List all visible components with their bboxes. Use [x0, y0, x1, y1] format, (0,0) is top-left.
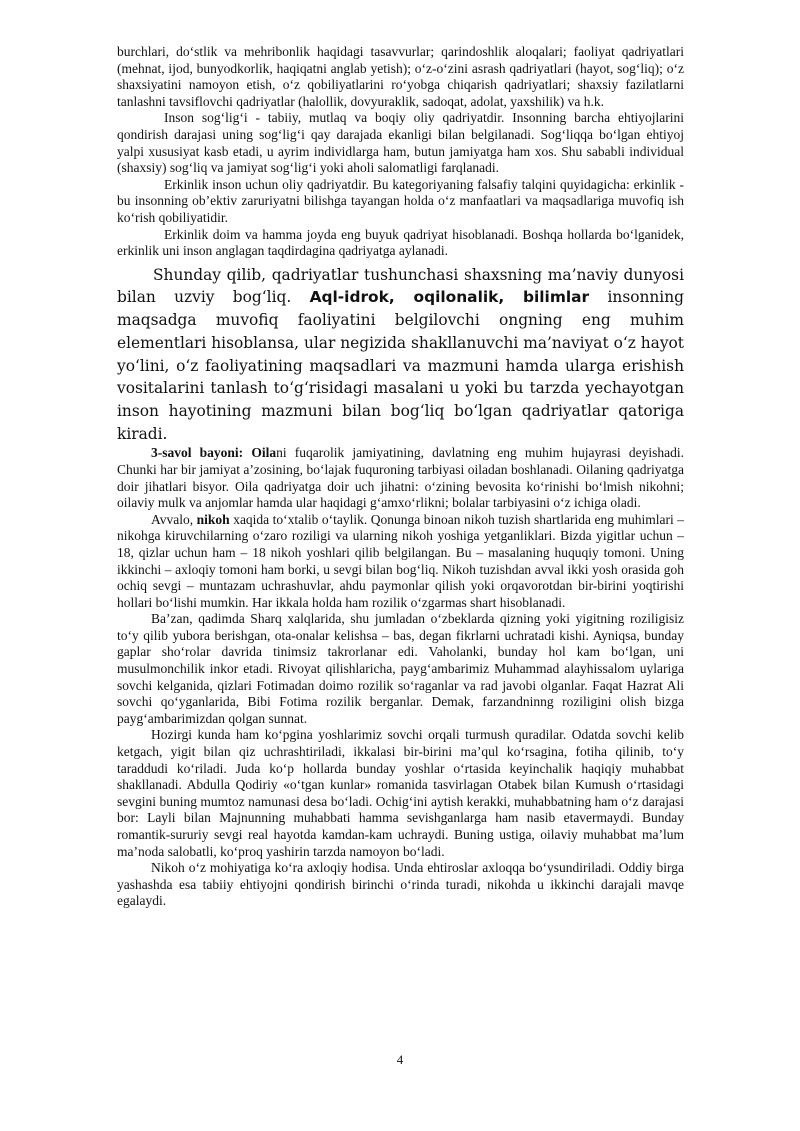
paragraph-question-3	[117, 445, 684, 511]
marriage-text-end: xaqida toʻxtalib oʻtaylik. Qonunga binoan nikoh tuzish shartlarida eng muhimlari – nikohga kiruvchilarning oʻzaro roziligi va ularning nikoh yoshiga yetganliklari. Bizda yigitlar uchun – 18, qizlar uchun ham – 18 nikoh yoshlari qilib belgilangan. Bu – masalaning huquqiy tomoni. Uning ikkinchi – axloqiy tomoni ham borki, u sevgi bilan bogʻliq. Nikoh tuzishdan avval ikki yosh orasida goh ochiq sevgi – muntazam uchrashuvlar, ahdu paymonlar qilish yoki orqavorotdan bir-birini yoqtirishi hollari boʻlishi mumkin. Har ikkala holda ham rozilik oʻzgarmas shart hisoblanadi.	[117, 511, 685, 610]
question-3-text: ni fuqarolik jamiyatining, davlatning eng muhim hujayrasi deyishadi. Chunki har bir jamiyat a’zosining, boʻlajak fuquroning tarbiyasi oiladan boshlanadi. Oilaning qadriyatga doir jihatlari bisyor. Oila qadriyatga doir uch jihatni: oʻzining bevosita koʻrinishi boʻlmish nikohni; oilaviy mulk va anjomlar hamda ular haqidagi gʻamxoʻrlikni; bolalar tarbiyasini oʻz ichiga oladi.	[117, 445, 685, 511]
conclusion-text-end: insonning maqsadga muvofiq faoliyatini belgilovchi ongning eng muhim elementlari hisoblansa, ular negizida shakllanuvchi ma’naviyat oʻz hayot yoʻlini, oʻz faoliyatining maqsadlari va mazmuni hamda ularga erishish vositalarini tanlash toʻgʻrisidagi masalani u yoki bu tarzda yechayotgan inson hayotining mazmuni bilan bogʻliq boʻlgan qadriyatlar qatoriga kiradi.	[117, 288, 684, 443]
conclusion-bold-phrase: Aql-idrok, oqilonalik, bilimlar	[309, 288, 590, 307]
question-3-heading: 3-savol bayoni:	[151, 445, 244, 461]
conclusion-text-start: Shunday qilib, qadriyatlar tushunchasi shaxsning ma’naviy dunyosi bilan uzviy bogʻliq.	[117, 265, 684, 307]
marriage-text-start: Avvalo,	[151, 511, 194, 527]
paragraph-moral-nature: Nikoh oʻz mohiyatiga koʻra axloqiy hodisa. Unda ehtiroslar axloqqa boʻysundiriladi. Oddiy birga yashashda esa tabiiy ehtiyojni qondirish birinchi oʻrinda turadi, nikohda u ikkinchi darajali mavqe egalaydi.	[117, 860, 684, 909]
family-term: Oila	[251, 445, 277, 461]
paragraph-freedom-value: Erkinlik doim va hamma joyda eng buyuk qadriyat hisoblanadi. Boshqa hollarda boʻlganidek, erkinlik uni inson anglagan taqdirdagina qadriyatga aylanadi.	[117, 226, 684, 259]
paragraph-tradition: Ba’zan, qadimda Sharq xalqlarida, shu jumladan oʻzbeklarda qizning yoki yigitning roziligisiz toʻy qilib yubora berishgan, ota-onalar kelishsa – bas, degan fikrlarni uchratadi kishi. Ayniqsa, bunday gaplar shoʻrolar davrida tinimsiz takrorlanar edi. Vaholanki, bunday hol kam boʻlgan, uni musulmonchilik inkor etadi. Rivoyat qilishlaricha, paygʻambarimiz Muhammad alayhissalom uylariga sovchi kelganida, qizlari Fotimadan doimo rozilik soʻraganlar va rad javobi olganlar. Faqat Hazrat Ali sovchi qoʻyganlarida, Bibi Fotima rozilik berganlar. Demak, farzandninng roziligini olish bizga paygʻambarimizdan qolgan sunnat.	[117, 611, 684, 726]
paragraph-conclusion	[117, 264, 684, 446]
paragraph-matchmaking: Hozirgi kunda ham koʻpgina yoshlarimiz sovchi orqali turmush quradilar. Odatda sovchi kelib ketgach, yigit bilan qiz uchrashtiriladi, ikkalasi bir-birini ma’qul koʻrsagina, fotiha qilinib, toʻy taraddudi koʻriladi. Juda koʻp hollarda bunday yoshlar oʻrtasida keyinchalik haqiqiy muhabbat shakllanadi. Abdulla Qodiriy «oʻtgan kunlar» romanida tasvirlagan Otabek bilan Kumush oʻrtasidagi sevgini buning mumtoz namunasi desa boʻladi. Ochigʻini aytish kerakki, muhabbatning ham oʻz darajasi bor: Layli bilan Majnunning muhabbati hamma sevishganlarga ham nasib etavermaydi. Bunday romantik-sururiy sevgi real hayotda kamdan-kam uchraydi. Buning ustiga, oilaviy muhabbat ma’lum ma’noda salobatli, koʻproq yashirin tarzda namoyon boʻladi.	[117, 727, 684, 859]
document-page	[117, 44, 684, 910]
page-number: 4	[396, 1052, 404, 1067]
paragraph-values-list: burchlari, doʻstlik va mehribonlik haqidagi tasavvurlar; qarindoshlik aloqalari; faoliyat qadriyatlari (mehnat, ijod, bunyodkorlik, haqiqatni anglab yetish); oʻz-oʻzini asrash qadriyatlari (hayot, sogʻliq); oʻz shaxsiyatini namoyon etish, oʻz qobiliyatlarini roʻyobga chiqarish qadriyatlari; shaxsiy fazilatlarni tanlashni tavsiflovchi qadriyatlar (halollik, dovyuraklik, sadoqat, adolat, yaxshilik) va h.k.	[117, 44, 684, 109]
marriage-term: nikoh	[196, 511, 230, 527]
paragraph-marriage	[117, 512, 684, 612]
paragraph-health: Inson sogʻligʻi - tabiiy, mutlaq va boqiy oliy qadriyatdir. Insonning barcha ehtiyojlarini qondirish darajasi uning sogʻligʻi qay darajada ekanligi bilan belgilanadi. Sogʻliqqa boʻlgan ehtiyoj yalpi xususiyat kasb etadi, u ayrim individlarga ham, butun jamiyatga ham xos. Shu sababli individual (shaxsiy) sogʻliq va jamiyat sogʻligʻi yoki aholi salomatligi farqlanadi.	[117, 110, 684, 176]
paragraph-freedom-definition: Erkinlik inson uchun oliy qadriyatdir. Bu kategoriyaning falsafiy talqini quyidagicha: erkinlik - bu insonning ob’ektiv zaruriyatni bilishga tayangan holda oʻz manfaatlari va maqsadlariga muvofiq ish koʻrish qobiliyatidir.	[117, 176, 684, 225]
